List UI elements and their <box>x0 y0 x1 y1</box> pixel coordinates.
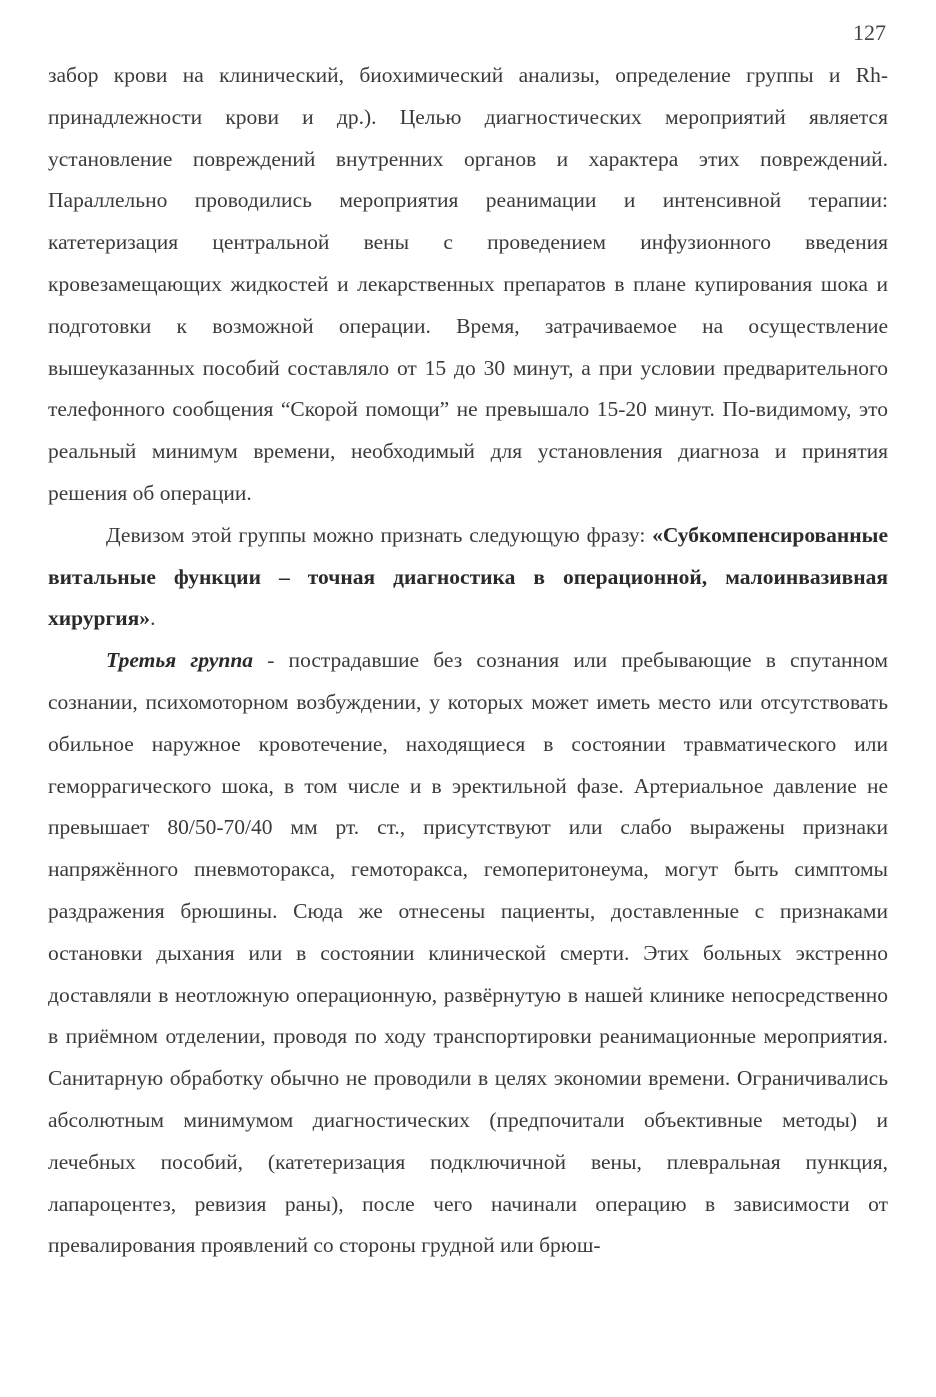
paragraph-motto <box>48 515 888 640</box>
motto-lead: Девизом этой группы можно признать следующую фразу: <box>106 522 653 547</box>
motto-phrase: «Субкомпенсированные витальные функции – точная диагностика в операционной, малоинвазивная хирургия» <box>48 522 888 631</box>
third-group-text: - пострадавшие без сознания или пребывающие в спутанном сознании, психомоторном возбуждении, у которых может иметь место или отсутствовать обильное наружное кровотечение, находящиеся в состоянии травматического или геморрагического шока, в том числе и в эректильной фазе. Артериальное давление не превышает 80/50-70/40 мм рт. ст., присутствуют или слабо выражены признаки напряжённого пневмоторакса, гемоторакса, гемоперитонеума, могут быть симптомы раздражения брюшины. Сюда же отнесены пациенты, доставленные с признаками остановки дыхания или в состоянии клинической смерти. Этих больных экстренно доставляли в неотложную операционную, развёрнутую в нашей клинике непосредственно в приёмном отделении, проводя по ходу транспортировки реанимационные мероприятия. Санитарную обработку обычно не проводили в целях экономии времени. Ограничивались абсолютным минимумом диагностических (предпочитали объективные методы) и лечебных пособий, (катетеризация подключичной вены, плевральная пункция, лапароцентез, ревизия раны), после чего начинали операцию в зависимости от превалирования проявлений со стороны грудной или брюш- <box>48 648 888 1258</box>
motto-tail: . <box>150 606 156 631</box>
paragraph-continuation: забор крови на клинический, биохимический анализы, определение группы и Rh-принадлежности крови и др.). Целью диагностических мероприятий является установление повреждений внутренних органов и характера этих повреждений. Параллельно проводились мероприятия реанимации и интенсивной терапии: катетеризация центральной вены с проведением инфузионного введения кровезамещающих жидкостей и лекарственных препаратов в плане купирования шока и подготовки к возможной операции. Время, затрачиваемое на осуществление вышеуказанных пособий составляло от 15 до 30 минут, а при условии предварительного телефонного сообщения “Скорой помощи” не превышало 15-20 минут. По-видимому, это реальный минимум времени, необходимый для установления диагноза и принятия решения об операции. <box>48 63 888 505</box>
body-text <box>48 55 888 1267</box>
third-group-heading: Третья группа <box>106 648 254 673</box>
page-number: 127 <box>853 20 886 45</box>
paragraph-third-group <box>48 640 888 1267</box>
